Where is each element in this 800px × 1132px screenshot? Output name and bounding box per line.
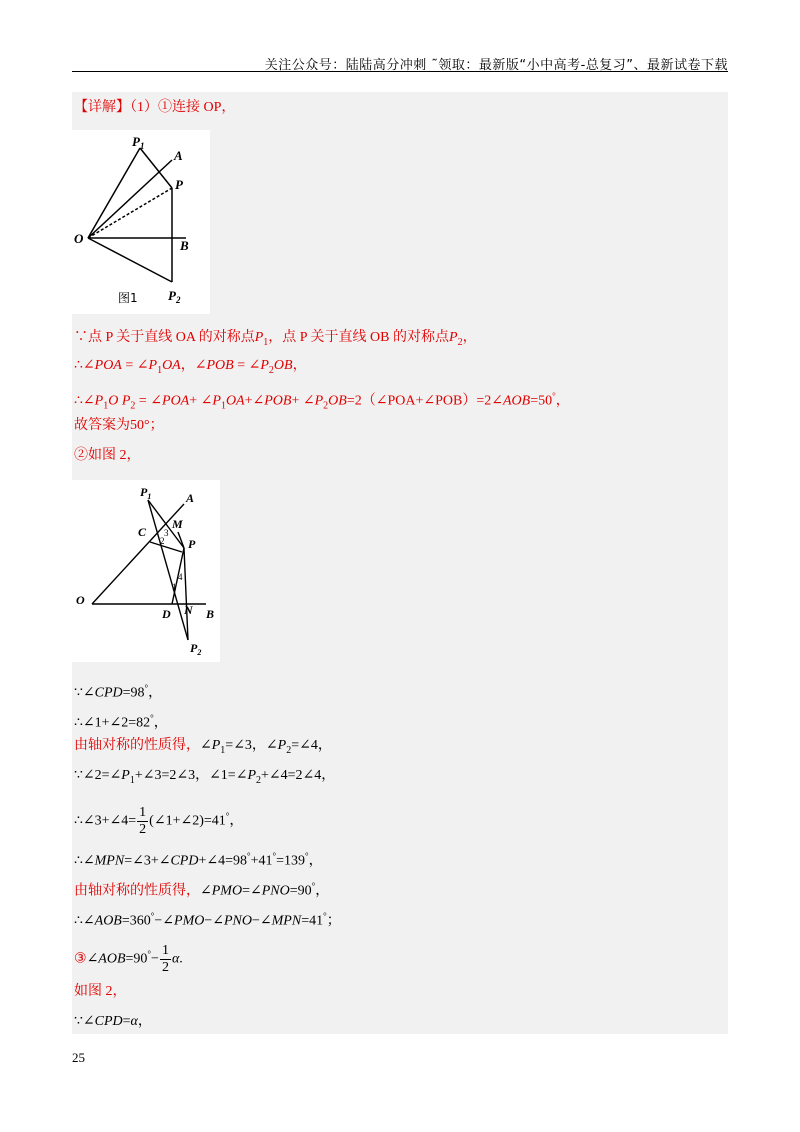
label-P: P xyxy=(175,177,183,192)
figure-2-diagram xyxy=(72,480,220,662)
line-figure-2-ref: ②如图 2， xyxy=(74,448,141,463)
label-P2: $P_2$ xyxy=(168,288,181,305)
label2-D: D xyxy=(162,607,171,621)
line-equal-angles: ∴∠POA = $\angle P_1OA$，∠POB = $\angle P_2OB$， xyxy=(74,358,307,376)
angle-label-4: 4 xyxy=(178,572,183,582)
figure-1-diagram xyxy=(72,130,210,314)
label2-B: B xyxy=(206,607,215,621)
detail-intro: 【详解】（1）①连接 OP， xyxy=(74,100,236,115)
label2-N: N xyxy=(184,603,193,617)
line-cpd-alpha: ∵∠CPD=α， xyxy=(74,1014,152,1029)
label-A: A xyxy=(174,148,183,163)
header-divider xyxy=(72,71,728,72)
page-number: 25 xyxy=(72,1050,85,1065)
line-half-sum-41: ∴∠3+∠4= $\frac{1}{2}$ (∠1+∠2)=41°， xyxy=(74,804,244,837)
page-header: 关注公众号：陆陆高分冲刺 ˜领取：最新版“小中高考-总复习”、最新试卷下载 xyxy=(264,58,728,73)
line-symmetry-property-2: 由轴对称的性质得，∠PMO=∠PNO=90°， xyxy=(74,881,330,899)
figure-1-caption: 图1 xyxy=(118,291,138,305)
line-answer-50: 故答案为50°； xyxy=(74,418,164,433)
line-symmetric-points: ∵点 P 关于直线 OA 的对称点$P_1$，点 P 关于直线 OB 的对称点$P_2$， xyxy=(74,330,477,348)
figure-1 xyxy=(72,130,210,314)
line-cpd-98: ∵∠CPD=98°， xyxy=(74,683,163,701)
line-angle-doubling: $\because\angle 2=\angle P_1+\angle 3=2\angle 3$，$\angle 1=\angle P_2+\angle 4=2\angle 4$， xyxy=(74,768,336,786)
fraction-half-2: $\frac{1}{2}$ xyxy=(161,942,169,975)
line-symmetry-property-1: 由轴对称的性质得，$\angle P_1=\angle 3$，$\angle P_2=\angle 4$， xyxy=(74,738,332,756)
fraction-half-1: $\frac{1}{2}$ xyxy=(139,804,147,837)
label-B: B xyxy=(180,238,189,253)
figure-2 xyxy=(72,480,220,662)
line-aob-41: ∴∠AOB=360°−∠PMO−∠PNO−∠MPN=41°； xyxy=(74,911,341,929)
label2-P1: $P_1$ xyxy=(140,485,152,501)
angle-label-3: 3 xyxy=(164,528,169,538)
line-mpn-139: ∴∠MPN=∠3+∠CPD+∠4=98°+41°=139°， xyxy=(74,851,323,869)
line-sum-82: ∴∠1+∠2=82°， xyxy=(74,713,168,731)
solution-content xyxy=(72,92,728,1034)
label2-A: A xyxy=(186,491,195,505)
line-angle-sum: $\therefore\angle P_1O$ $P_2$ = ∠POA+ $\angle P_1OA+\angle POB+$ $\angle P_2OB=2(\angle POA+\angle POB)=2\angle AOB=50^\circ$， xyxy=(74,391,570,412)
angle-label-1: 1 xyxy=(172,582,177,592)
label-P1: $P_1$ xyxy=(132,134,145,151)
label2-O: O xyxy=(76,593,85,607)
label2-P2: $P_2$ xyxy=(190,641,202,657)
label2-P: P xyxy=(188,537,196,551)
line-aob-formula: ③∠AOB=90°− $\frac{1}{2}$ α. xyxy=(74,942,183,975)
line-figure-2-ref-2: 如图 2， xyxy=(74,984,127,999)
label2-C: C xyxy=(138,525,147,539)
angle-label-2: 2 xyxy=(160,536,165,546)
label2-M: M xyxy=(172,517,183,531)
label-O: O xyxy=(74,231,84,246)
